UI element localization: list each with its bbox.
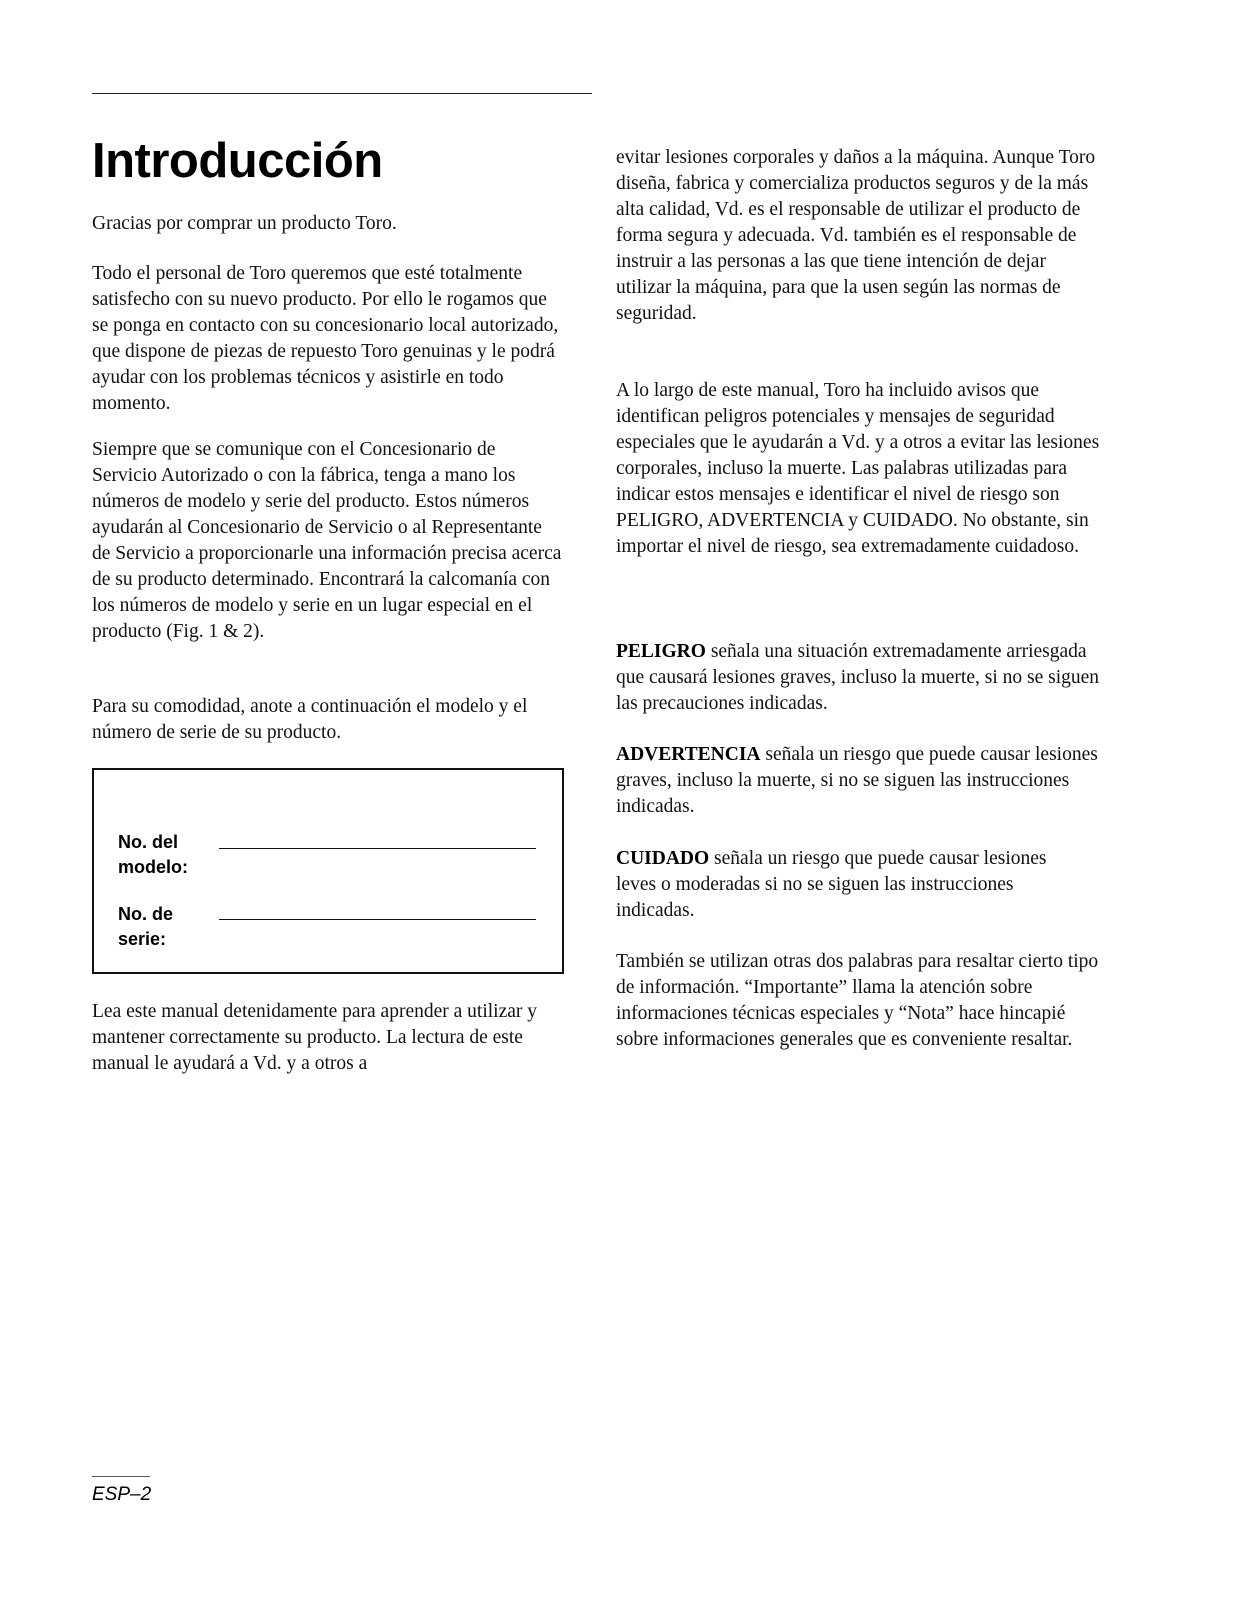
page-title: Introducción bbox=[92, 134, 383, 188]
intro-paragraph-satisfaction: Todo el personal de Toro queremos que esté totalmente satisfecho con su nuevo producto. Por ello le rogamos que se ponga en contacto con su concesionario local autorizado, que dispone de piezas de repuesto Toro genuinas y le podrá ayudar con los problemas técnicos y asistirle en todo momento. bbox=[92, 263, 559, 414]
cuidado-definition: CUIDADO señala un riesgo que puede causar lesiones leves o moderadas si no se siguen las instrucciones indicadas. bbox=[616, 848, 1047, 921]
intro-paragraph-read-manual: Lea este manual detenidamente para aprender a utilizar y mantener correctamente su producto. La lectura de este manual le ayudará a Vd. y a otros a bbox=[92, 1001, 538, 1074]
model-serial-record-box bbox=[92, 768, 564, 974]
peligro-term: PELIGRO bbox=[616, 641, 706, 662]
advertencia-term: ADVERTENCIA bbox=[616, 744, 761, 765]
safety-paragraph-responsibility: evitar lesiones corporales y daños a la máquina. Aunque Toro diseña, fabrica y comercializa productos seguros y de la más alta calidad, Vd. es el responsable de utilizar el producto de forma segura y adecuada. Vd. también es el responsable de instruir a las personas a las que tiene intención de dejar utilizar la máquina, para que la usen según las normas de seguridad. bbox=[616, 147, 1096, 324]
advertencia-definition: ADVERTENCIA señala un riesgo que puede causar lesiones graves, incluso la muerte, si no se siguen las instrucciones indicadas. bbox=[616, 744, 1098, 817]
intro-paragraph-record: Para su comodidad, anote a continuación el modelo y el número de serie de su producto. bbox=[92, 696, 528, 743]
page-number: ESP–2 bbox=[92, 1484, 152, 1505]
safety-paragraph-importante-nota: También se utilizan otras dos palabras para resaltar cierto tipo de información. “Importante” llama la atención sobre informaciones técnicas especiales y “Nota” hace hincapié sobre informaciones generales que es conveniente resaltar. bbox=[616, 951, 1099, 1050]
model-number-label: No. del modelo: bbox=[118, 832, 188, 877]
header-rule bbox=[92, 93, 592, 94]
intro-paragraph-thanks: Gracias por comprar un producto Toro. bbox=[92, 213, 397, 234]
cuidado-term: CUIDADO bbox=[616, 848, 710, 869]
intro-paragraph-model-serial: Siempre que se comunique con el Concesionario de Servicio Autorizado o con la fábrica, tenga a mano los números de modelo y serie del producto. Estos números ayudarán al Concesionario de Servicio o al Representante de Servicio a proporcionarle una información precisa acerca de su producto determinado. Encontrará la calcomanía con los números de modelo y serie en un lugar especial en el producto (Fig. 1 & 2). bbox=[92, 439, 562, 642]
serial-number-label: No. de serie: bbox=[118, 904, 174, 949]
model-number-field[interactable] bbox=[219, 848, 536, 849]
peligro-definition: PELIGRO señala una situación extremadamente arriesgada que causará lesiones graves, incluso la muerte, si no se siguen las precauciones indicadas. bbox=[616, 641, 1100, 714]
serial-number-field[interactable] bbox=[219, 919, 536, 920]
safety-paragraph-warnings: A lo largo de este manual, Toro ha incluido avisos que identifican peligros potenciales y mensajes de seguridad especiales que le ayudarán a Vd. y a otros a evitar las lesiones corporales, incluso la muerte. Las palabras utilizadas para indicar estos mensajes e identificar el nivel de riesgo son PELIGRO, ADVERTENCIA y CUIDADO. No obstante, sin importar el nivel de riesgo, sea extremadamente cuidadoso. bbox=[616, 380, 1100, 557]
footer-rule bbox=[92, 1476, 150, 1477]
